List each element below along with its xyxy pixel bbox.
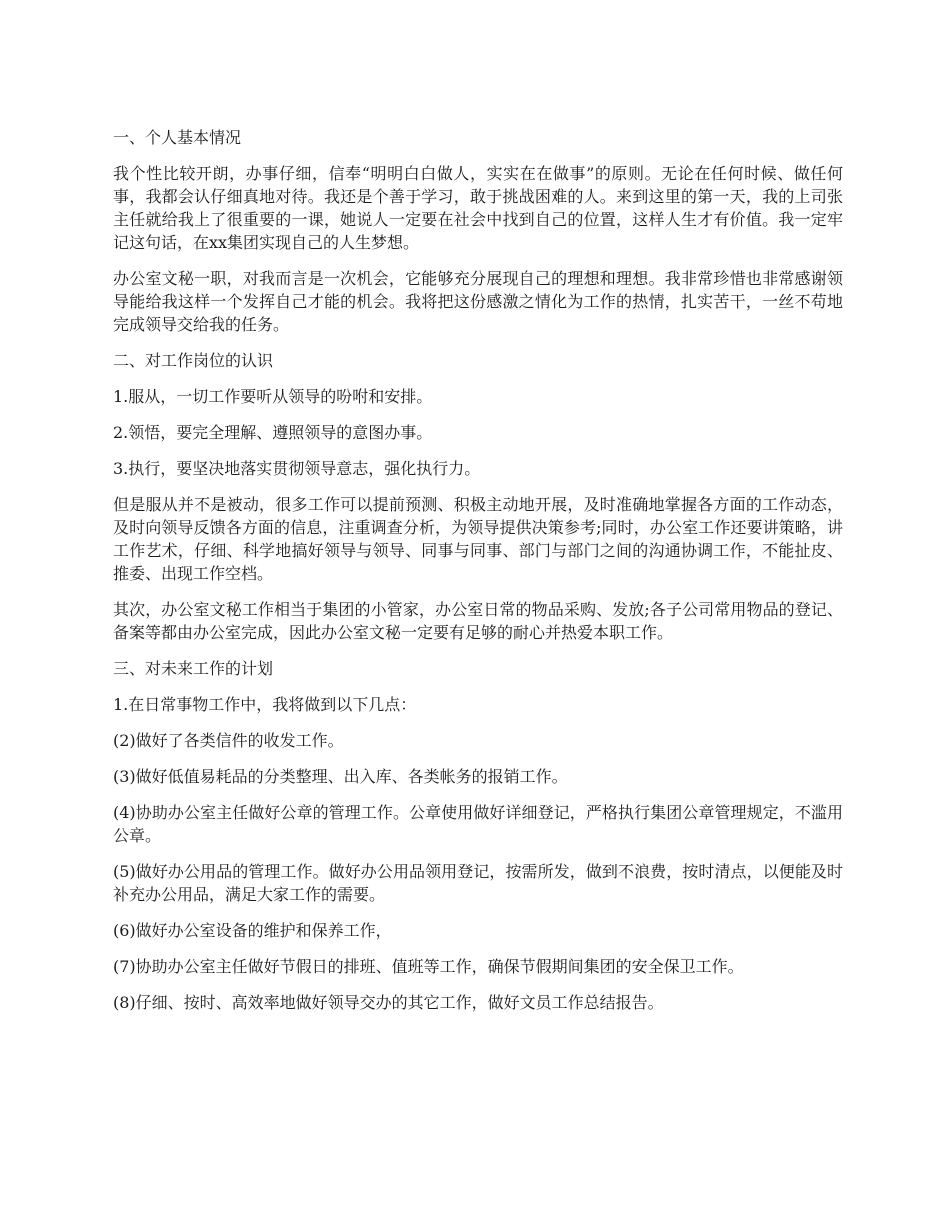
list-item: 2.领悟，要完全理解、遵照领导的意图办事。 xyxy=(113,423,433,442)
paragraph: 但是服从并不是被动，很多工作可以提前预测、积极主动地开展，及时准确地掌握各方面的工作动态，及时向领导反馈各方面的信息，注重调查分析，为领导提供决策参考;同时，办公室工作还要讲策略，讲工作艺术，仔细、科学地搞好领导与领导、同事与同事、部门与部门之间的沟通协调工作，不能扯皮、推委、出现工作空档。 xyxy=(113,495,843,583)
section-heading-3: 三、对未来工作的计划 xyxy=(113,659,274,678)
list-item: 1.服从，一切工作要听从领导的吩咐和安排。 xyxy=(113,387,433,406)
list-item: (3)做好低值易耗品的分类整理、出入库、各类帐务的报销工作。 xyxy=(113,767,568,786)
list-item: (5)做好办公用品的管理工作。做好办公用品领用登记，按需所发，做到不浪费，按时清点，以便能及时补充办公用品，满足大家工作的需要。 xyxy=(113,862,843,904)
section-heading-1: 一、个人基本情况 xyxy=(113,128,242,147)
document-body xyxy=(113,126,843,1027)
paragraph: 我个性比较开朗，办事仔细，信奉“明明白白做人，实实在在做事”的原则。无论在任何时候、做任何事，我都会认仔细真地对待。我还是个善于学习，敢于挑战困难的人。来到这里的第一天，我的上司张主任就给我上了很重要的一课，她说人一定要在社会中找到自己的位置，这样人生才有价值。我一定牢记这句话，在xx集团实现自己的人生梦想。 xyxy=(113,164,843,252)
list-item: (4)协助办公室主任做好公章的管理工作。公章使用做好详细登记，严格执行集团公章管理规定，不滥用公章。 xyxy=(113,803,843,845)
list-item: 3.执行，要坚决地落实贯彻领导意志，强化执行力。 xyxy=(113,459,481,478)
list-item: (6)做好办公室设备的维护和保养工作， xyxy=(113,921,392,940)
section-heading-2: 二、对工作岗位的认识 xyxy=(113,351,274,370)
list-item: (8)仔细、按时、高效率地做好领导交办的其它工作，做好文员工作总结报告。 xyxy=(113,993,664,1012)
list-item: (7)协助办公室主任做好节假日的排班、值班等工作，确保节假期间集团的安全保卫工作。 xyxy=(113,957,744,976)
paragraph: 办公室文秘一职，对我而言是一次机会，它能够充分展现自己的理想和理想。我非常珍惜也非常感谢领导能给我这样一个发挥自己才能的机会。我将把这份感激之情化为工作的热情，扎实苦干，一丝不苟地完成领导交给我的任务。 xyxy=(113,269,843,334)
list-item: (2)做好了各类信件的收发工作。 xyxy=(113,731,344,750)
paragraph: 其次，办公室文秘工作相当于集团的小管家，办公室日常的物品采购、发放;各子公司常用物品的登记、备案等都由办公室完成，因此办公室文秘一定要有足够的耐心并热爱本职工作。 xyxy=(113,600,843,642)
list-item: 1.在日常事物工作中，我将做到以下几点： xyxy=(113,695,417,714)
